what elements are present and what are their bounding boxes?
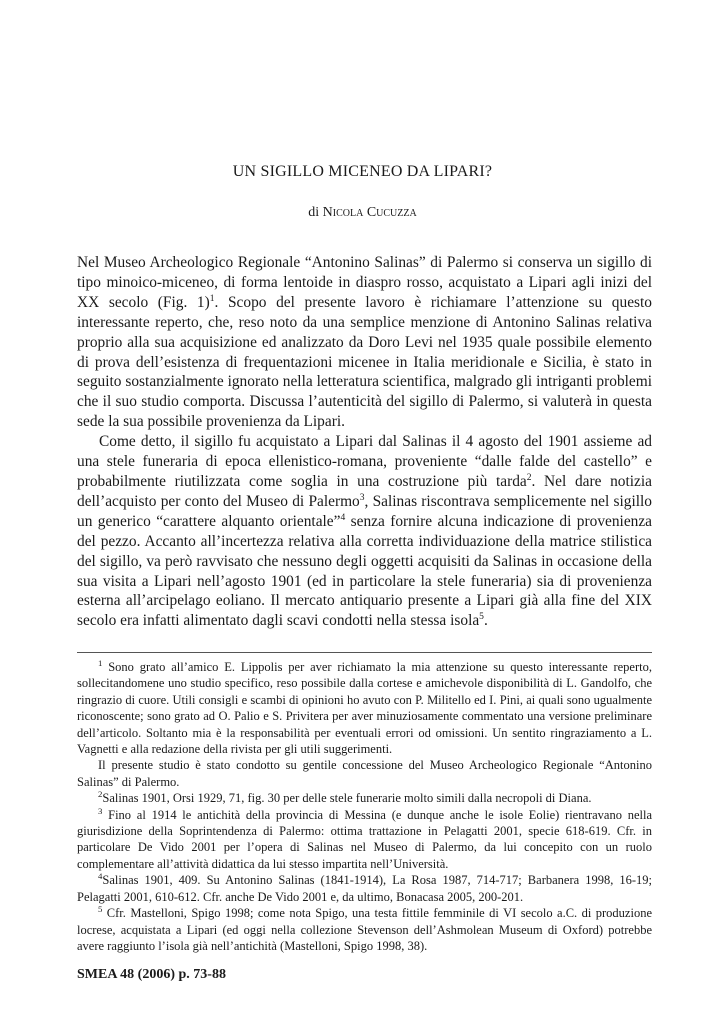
footnote-ref-4: 4 (340, 511, 346, 523)
footnote-1 (77, 659, 652, 757)
footnote-ref-5: 5 (479, 611, 484, 623)
text-run: senza fornire alcuna indicazione di provenienza del pezzo. Accanto all’incertezza relativa alla corretta individuazione della matrice stilistica del sigillo, va però ravvisato che nessuno degli oggetti acquisiti da Salinas in occasione della sua visita a Lipari nell’agosto 1901 (ed in particolare la stele funeraria) sia di provenienza esterna all’arcipelago eoliano. Il mercato antiquario presente a Lipari già alla fine del XIX secolo era infatti alimentato dagli scavi condotti nella stessa isola (77, 512, 653, 630)
footnotes (77, 659, 652, 954)
text-run: , Salinas riscontrava semplicemente nel sigillo un generico “carattere alquanto orientale” (77, 492, 652, 530)
footnote-ref-3: 3 (359, 491, 365, 503)
footnote-text: Salinas 1901, Orsi 1929, 71, fig. 30 per delle stele funerarie molto simili dalla necropoli di Diana. (102, 791, 592, 806)
footnote-4 (77, 872, 652, 905)
article-title: UN SIGILLO MICENEO DA LIPARI? (232, 163, 493, 180)
text-run: . (483, 612, 488, 630)
body-paragraph-2 (77, 432, 652, 631)
footnote-3 (77, 807, 652, 873)
footnote-1-continued (77, 757, 652, 790)
footnote-text: Cfr. Mastelloni, Spigo 1998; come nota Spigo, una testa fittile femminile di VI secolo a.C. di produzione locrese, acquistata a Lipari (ed oggi nella collezione Stevenson dell’Ashmolean Museum di Oxford) potrebbe avere raggiunto l’isola già nell’antichità (Mastelloni, Spigo 1998, 38). (77, 906, 652, 953)
author-name: Nicola Cucuzza (322, 205, 417, 220)
footnote-number: 3 (98, 805, 103, 816)
footnote-number: 2 (98, 789, 103, 800)
text-run: . Nel dare notizia dell’acquisto per conto del Museo di Palermo (77, 472, 652, 510)
footnote-text: Il presente studio è stato condotto su gentile concessione del Museo Archeologico Regionale “Antonino Salinas” di Palermo. (77, 758, 652, 789)
text-run: Nel Museo Archeologico Regionale “Antonino Salinas” di Palermo si conserva un sigillo di tipo minoico-miceneo, di forma lentoide in diaspro rosso, acquistato a Lipari agli inizi del XX secolo (Fig. 1) (77, 254, 652, 311)
author-prefix: di (308, 205, 320, 220)
footnote-ref-1: 1 (209, 292, 215, 304)
journal-citation: SMEA 48 (2006) p. 73-88 (77, 967, 226, 982)
footnote-text: Fino al 1914 le antichità della provincia di Messina (e dunque anche le isole Eolie) rientravano nella giurisdizione della Soprintendenza di Palermo: ottima trattazione in Pelagatti 2001, specie 618-619. Cfr. in particolare De Vido 2001 per l’opera di Salinas nel Museo di Palermo, da lui concepito con un ruolo complementare all’attività didattica da lui stesso impartita nell’Università. (77, 807, 652, 871)
footnote-text: Sono grato all’amico E. Lippolis per aver richiamato la mia attenzione su questo interessante reperto, sollecitandomene uno studio specifico, reso possibile dalla cortese e amichevole disponibilità di L. Gandolfo, che ringrazio di cuore. Utili consigli e scambi di opinioni ho avuto con P. Militello ed I. Pini, ai quali sono ugualmente riconoscente; sono grato ad O. Palio e S. Privitera per aver minuziosamente commentato una versione preliminare dell’articolo. Soltanto mia è la responsabilità per eventuali errori od omissioni. Un sentito ringraziamento a L. Vagnetti e alla redazione della rivista per gli utili suggerimenti. (77, 660, 652, 757)
article-author (0, 205, 725, 221)
footnote-number: 5 (98, 903, 103, 914)
footnote-2 (77, 790, 652, 806)
text-run: Come detto, il sigillo fu acquistato a Lipari dal Salinas il 4 agosto del 1901 assieme ad una stele funeraria di epoca ellenistico-romana, proveniente “dalle falde del castello” e probabilmente riutilizzata come soglia in una costruzione più tarda (77, 433, 652, 490)
footnote-text: Salinas 1901, 409. Su Antonino Salinas (1841-1914), La Rosa 1987, 714-717; Barbanera 1998, 16-19; Pelagatti 2001, 610-612. Cfr. anche De Vido 2001 e, da ultimo, Bonacasa 2005, 200-201. (77, 873, 652, 904)
text-run: . Scopo del presente lavoro è richiamare l’attenzione su questo interessante reperto, che, reso noto da una semplice menzione di Antonino Salinas relativa proprio alla sua acquisizione ed analizzato da Doro Levi nel 1935 quale possibile elemento di prova dell’esistenza di frequentazioni micenee in Italia meridionale e Sicilia, è stato in seguito sostanzialmente ignorato nella letteratura scientifica, malgrado gli intriganti problemi che il suo studio comporta. Discussa l’autenticità del sigillo di Palermo, si valuterà in questa sede la sua possibile provenienza da Lipari. (77, 293, 652, 431)
body-paragraph-1 (77, 253, 652, 432)
footnote-ref-2: 2 (526, 471, 532, 483)
footnote-number: 4 (98, 871, 103, 882)
footnote-number: 1 (98, 657, 103, 668)
footnote-separator (77, 652, 652, 653)
article-body (77, 253, 652, 631)
footnote-5 (77, 905, 652, 954)
